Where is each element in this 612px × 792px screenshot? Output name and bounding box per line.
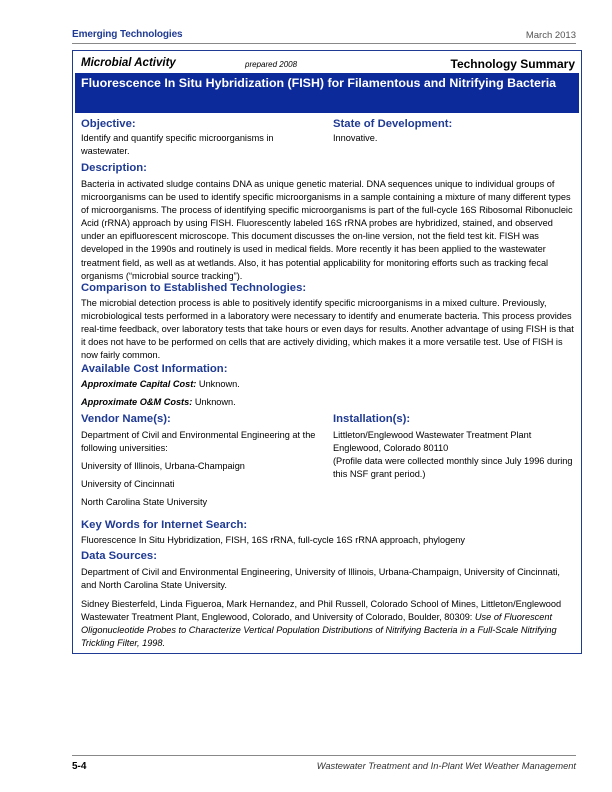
sources-text-1: Department of Civil and Environmental Engineering, University of Illinois, Urbana-Champaign, University of Cincinnati, and North Carolina State University. [81,567,560,591]
om-cost-line [81,396,577,409]
installation-heading: Installation(s): [333,413,411,425]
objective-heading: Objective: [81,118,136,130]
vendor-university-2: University of Cincinnati [81,479,175,489]
state-text: Innovative. [333,133,378,143]
description-text: Bacteria in activated sludge contains DNA as unique genetic material. DNA sequences unique to individual groups of microorganisms can be used to identify specific microorganisms in a sample containing a mixture of many different types of microorganisms. The process of identifying specific microorganisms is part of the full-cycle 16S Ribosomal Ribonucleic Acid (rRNA) approach by using FISH. Fluorescently labeled 16S rRNA probes are hybridized, stained, and observed under an epifluorescent microscope. This document discusses the on-line version, not the field test kit. FISH was developed in the 1990s and routinely is used in medical fields. More recently it has been applied to the wastewater treatment field, as well as at wetlands. Also, it has potential applicability for monitoring efforts such as tracking fecal organisms (“microbial source tracking”). [81,179,573,281]
installation-plant: Littleton/Englewood Wastewater Treatment Plant [333,430,532,440]
cost-heading: Available Cost Information: [81,363,228,375]
prepared-label: prepared 2008 [245,60,298,69]
installation-location: Englewood, Colorado 80110 [333,443,449,453]
vendor-heading: Vendor Name(s): [81,413,171,425]
capital-cost-value: Unknown. [196,379,240,389]
title-banner: Fluorescence In Situ Hybridization (FISH) for Filamentous and Nitrifying Bacteria [75,73,579,113]
comparison-text: The microbial detection process is able to positively identify specific microorganisms in a mixed culture. Previously, microbiological tests performed in a laboratory were necessary to identify and enumerate bacteria. This process provides real-time feedback, over laboratory tests that take hours or even days for results. Another advantage of using FISH is that it does not have to be performed on cells that are actively dividing, which makes it a more versatile test. Use of FISH is now fairly common. [81,298,574,361]
sheet-topline [81,57,575,71]
header-series-title: Emerging Technologies [72,29,183,40]
sources-citation-authors: Sidney Biesterfeld, Linda Figueroa, Mark Hernandez, and Phil Russell, Colorado School of Mines, Littleton/Englewood Wastewater Treatment Plant, Englewood, Colorado, and University of Colorado, Boulder, 80309: [81,599,562,623]
header-date: March 2013 [525,30,576,41]
page-number: 5-4 [72,761,87,772]
header-rule [72,43,576,44]
comparison-heading: Comparison to Established Technologies: [81,282,307,294]
capital-cost-label: Approximate Capital Cost: [81,379,197,389]
vendor-university-1: University of Illinois, Urbana-Champaign [81,461,245,471]
summary-box [72,50,582,654]
objective-text: Identify and quantify specific microorganisms in wastewater. [81,133,274,157]
installation-note: (Profile data were collected monthly since July 1996 during this NSF grant period.) [333,456,573,480]
keywords-heading: Key Words for Internet Search: [81,519,248,531]
category-label: Microbial Activity [81,57,176,69]
om-cost-label: Approximate O&M Costs: [81,397,193,407]
vendor-department: Department of Civil and Environmental Engineering at the following universities: [81,430,316,454]
footer-rule [72,755,576,756]
footer-document-title: Wastewater Treatment and In-Plant Wet Weather Management [316,761,576,771]
sources-heading: Data Sources: [81,550,157,562]
description-heading: Description: [81,162,147,174]
state-heading: State of Development: [333,118,453,130]
vendor-university-3: North Carolina State University [81,497,208,507]
sources-text-2 [81,598,577,650]
keywords-text: Fluorescence In Situ Hybridization, FISH, 16S rRNA, full-cycle 16S rRNA approach, phylogeny [81,535,466,545]
summary-type-label: Technology Summary [450,57,575,71]
capital-cost-line [81,378,577,391]
om-cost-value: Unknown. [192,397,236,407]
sources-citation-title: Use of Fluorescent Oligonucleotide Probes to Characterize Vertical Population Distributions of Nitrifying Bacteria in a Full-Scale Nitrifying Trickling Filter, 1998. [81,612,557,649]
